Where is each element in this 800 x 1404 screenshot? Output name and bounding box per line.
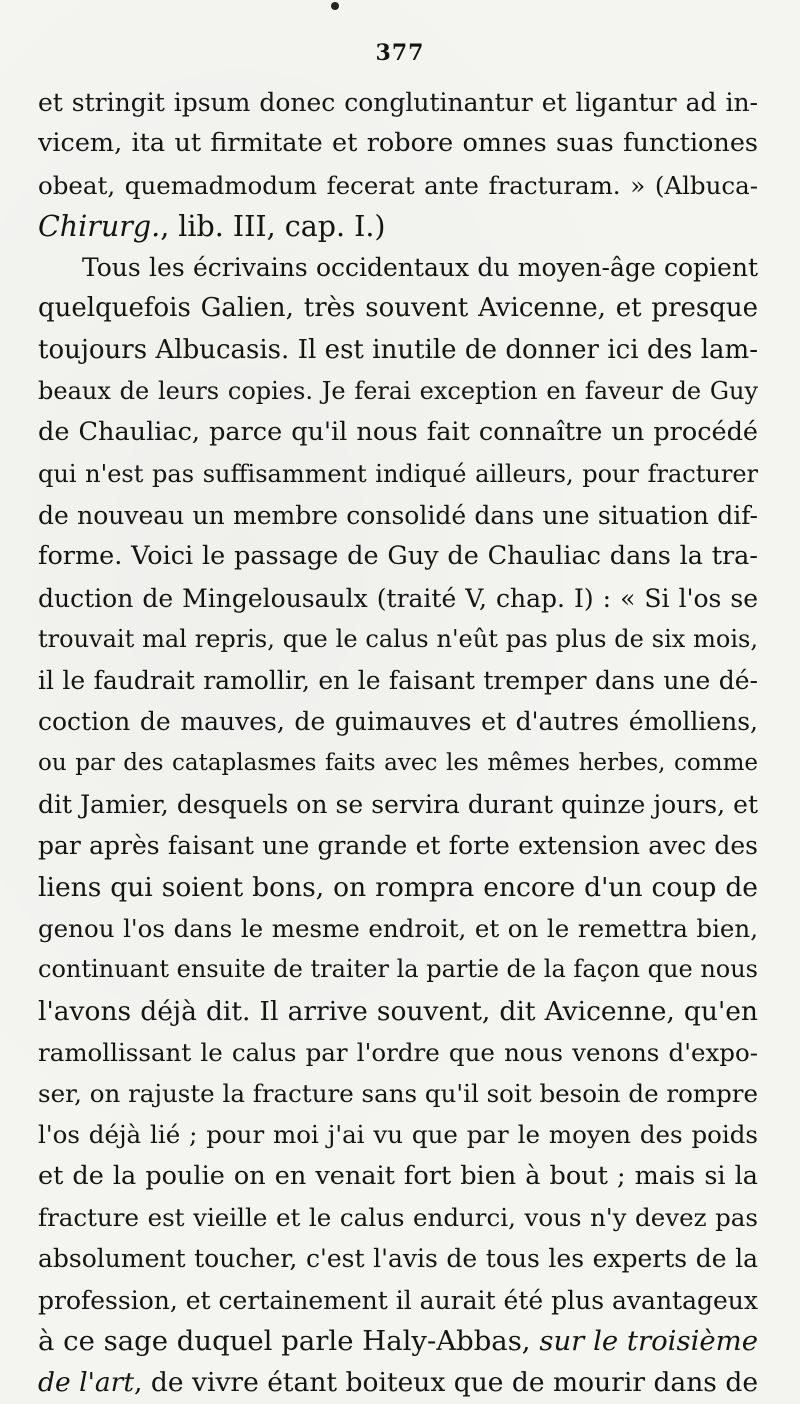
text-segment: toujours Albucasis. Il est inutile de donner ici des lam- xyxy=(38,334,758,365)
text-segment: à ce sage duquel parle Haly-Abbas, xyxy=(38,1324,540,1357)
text-segment: vicem, ita ut firmitate et robore omnes suas functiones xyxy=(38,128,758,159)
text-line xyxy=(38,495,758,536)
text-segment: l'os déjà lié ; pour moi j'ai vu que par le moyen des poids xyxy=(38,1120,758,1150)
text-segment: il le faudrait ramollir, en le faisant tremper dans une dé- xyxy=(38,666,758,696)
text-line xyxy=(38,123,758,164)
text-segment: profession, et certainement il aurait été plus avantageux xyxy=(38,1285,758,1315)
text-line xyxy=(38,1156,758,1197)
text-segment: qui n'est pas suffisamment indiqué ailleurs, pour fracturer xyxy=(38,459,758,488)
text-segment: , lib. III, cap. I.) xyxy=(160,209,386,243)
text-segment: ou par des cataplasmes faits avec les mêmes herbes, comme xyxy=(38,749,758,776)
italic-text: Chirurg. xyxy=(38,209,161,243)
text-line xyxy=(38,1238,758,1279)
text-line xyxy=(38,247,758,288)
text-segment: et stringit ipsum donec conglutinantur et ligantur ad in- xyxy=(38,88,758,117)
text-segment: absolument toucher, c'est l'avis de tous les experts de la xyxy=(38,1244,758,1274)
text-line xyxy=(38,578,758,619)
text-line xyxy=(38,743,758,784)
text-line xyxy=(38,1032,758,1073)
text-segment: obeat, quemadmodum fecerat ante fracturam. » (Albuca- xyxy=(38,170,758,200)
text-segment: ser, on rajuste la fracture sans qu'il soit besoin de rompre xyxy=(38,1079,758,1109)
text-segment: coction de mauves, de guimauves et d'autres émolliens, xyxy=(38,707,758,737)
text-line xyxy=(38,82,758,123)
text-line xyxy=(38,1114,758,1155)
text-line xyxy=(38,784,758,825)
text-segment: Tous les écrivains occidentaux du moyen-âge copient xyxy=(82,253,758,283)
text-line xyxy=(38,330,758,371)
text-segment: et de la poulie on en venait fort bien à bout ; mais si la xyxy=(38,1160,758,1191)
text-line xyxy=(38,454,758,495)
text-line xyxy=(38,412,758,453)
text-line xyxy=(38,1362,758,1403)
text-segment: beaux de leurs copies. Je ferai exception en faveur de Guy xyxy=(38,377,758,406)
text-segment: trouvait mal repris, que le calus n'eût pas plus de six mois, xyxy=(38,624,758,653)
text-line xyxy=(38,825,758,866)
text-segment: ramollissant le calus par l'ordre que nous venons d'expo- xyxy=(38,1037,758,1067)
text-line xyxy=(38,206,758,247)
text-segment: , de vivre étant boiteux que de mourir dans de xyxy=(134,1367,758,1399)
text-segment: genou l'os dans le mesme endroit, et on le remettra bien, xyxy=(38,913,758,943)
ink-speck xyxy=(331,2,339,10)
text-line xyxy=(38,991,758,1032)
page-number: 377 xyxy=(375,40,425,66)
text-line xyxy=(38,867,758,908)
body-text xyxy=(38,82,758,1404)
text-segment: forme. Voici le passage de Guy de Chauliac dans la tra- xyxy=(38,541,758,572)
italic-text: de l'art xyxy=(38,1367,134,1399)
text-line xyxy=(38,660,758,701)
italic-text: sur le troisième xyxy=(539,1324,758,1357)
text-line xyxy=(38,619,758,660)
text-segment: de nouveau un membre consolidé dans une situation dif- xyxy=(38,500,758,530)
text-line xyxy=(38,165,758,206)
text-line xyxy=(38,908,758,949)
text-segment: fracture est vieille et le calus endurci, vous n'y devez pas xyxy=(38,1203,758,1233)
text-segment: dit Jamier, desquels on se servira durant quinze jours, et xyxy=(38,790,758,820)
text-segment: quelquefois Galien, très souvent Avicenne, et presque xyxy=(38,293,758,324)
text-line xyxy=(38,288,758,329)
text-segment: l'avons déjà dit. Il arrive souvent, dit Avicenne, qu'en xyxy=(38,995,758,1027)
text-line xyxy=(38,1280,758,1321)
text-segment: de Chauliac, parce qu'il nous fait connaître un procédé xyxy=(38,417,758,448)
text-line xyxy=(38,1197,758,1238)
text-line xyxy=(38,1321,758,1362)
text-segment: par après faisant une grande et forte extension avec des xyxy=(38,831,758,861)
text-line xyxy=(38,1073,758,1114)
text-segment: duction de Mingelousaulx (traité V, chap. I) : « Si l'os se xyxy=(38,583,758,613)
text-segment: liens qui soient bons, on rompra encore d'un coup de xyxy=(38,871,758,903)
text-line xyxy=(38,371,758,412)
text-segment: continuant ensuite de traiter la partie de la façon que nous xyxy=(38,955,758,984)
text-line xyxy=(38,536,758,577)
text-line xyxy=(38,949,758,990)
text-line xyxy=(38,701,758,742)
